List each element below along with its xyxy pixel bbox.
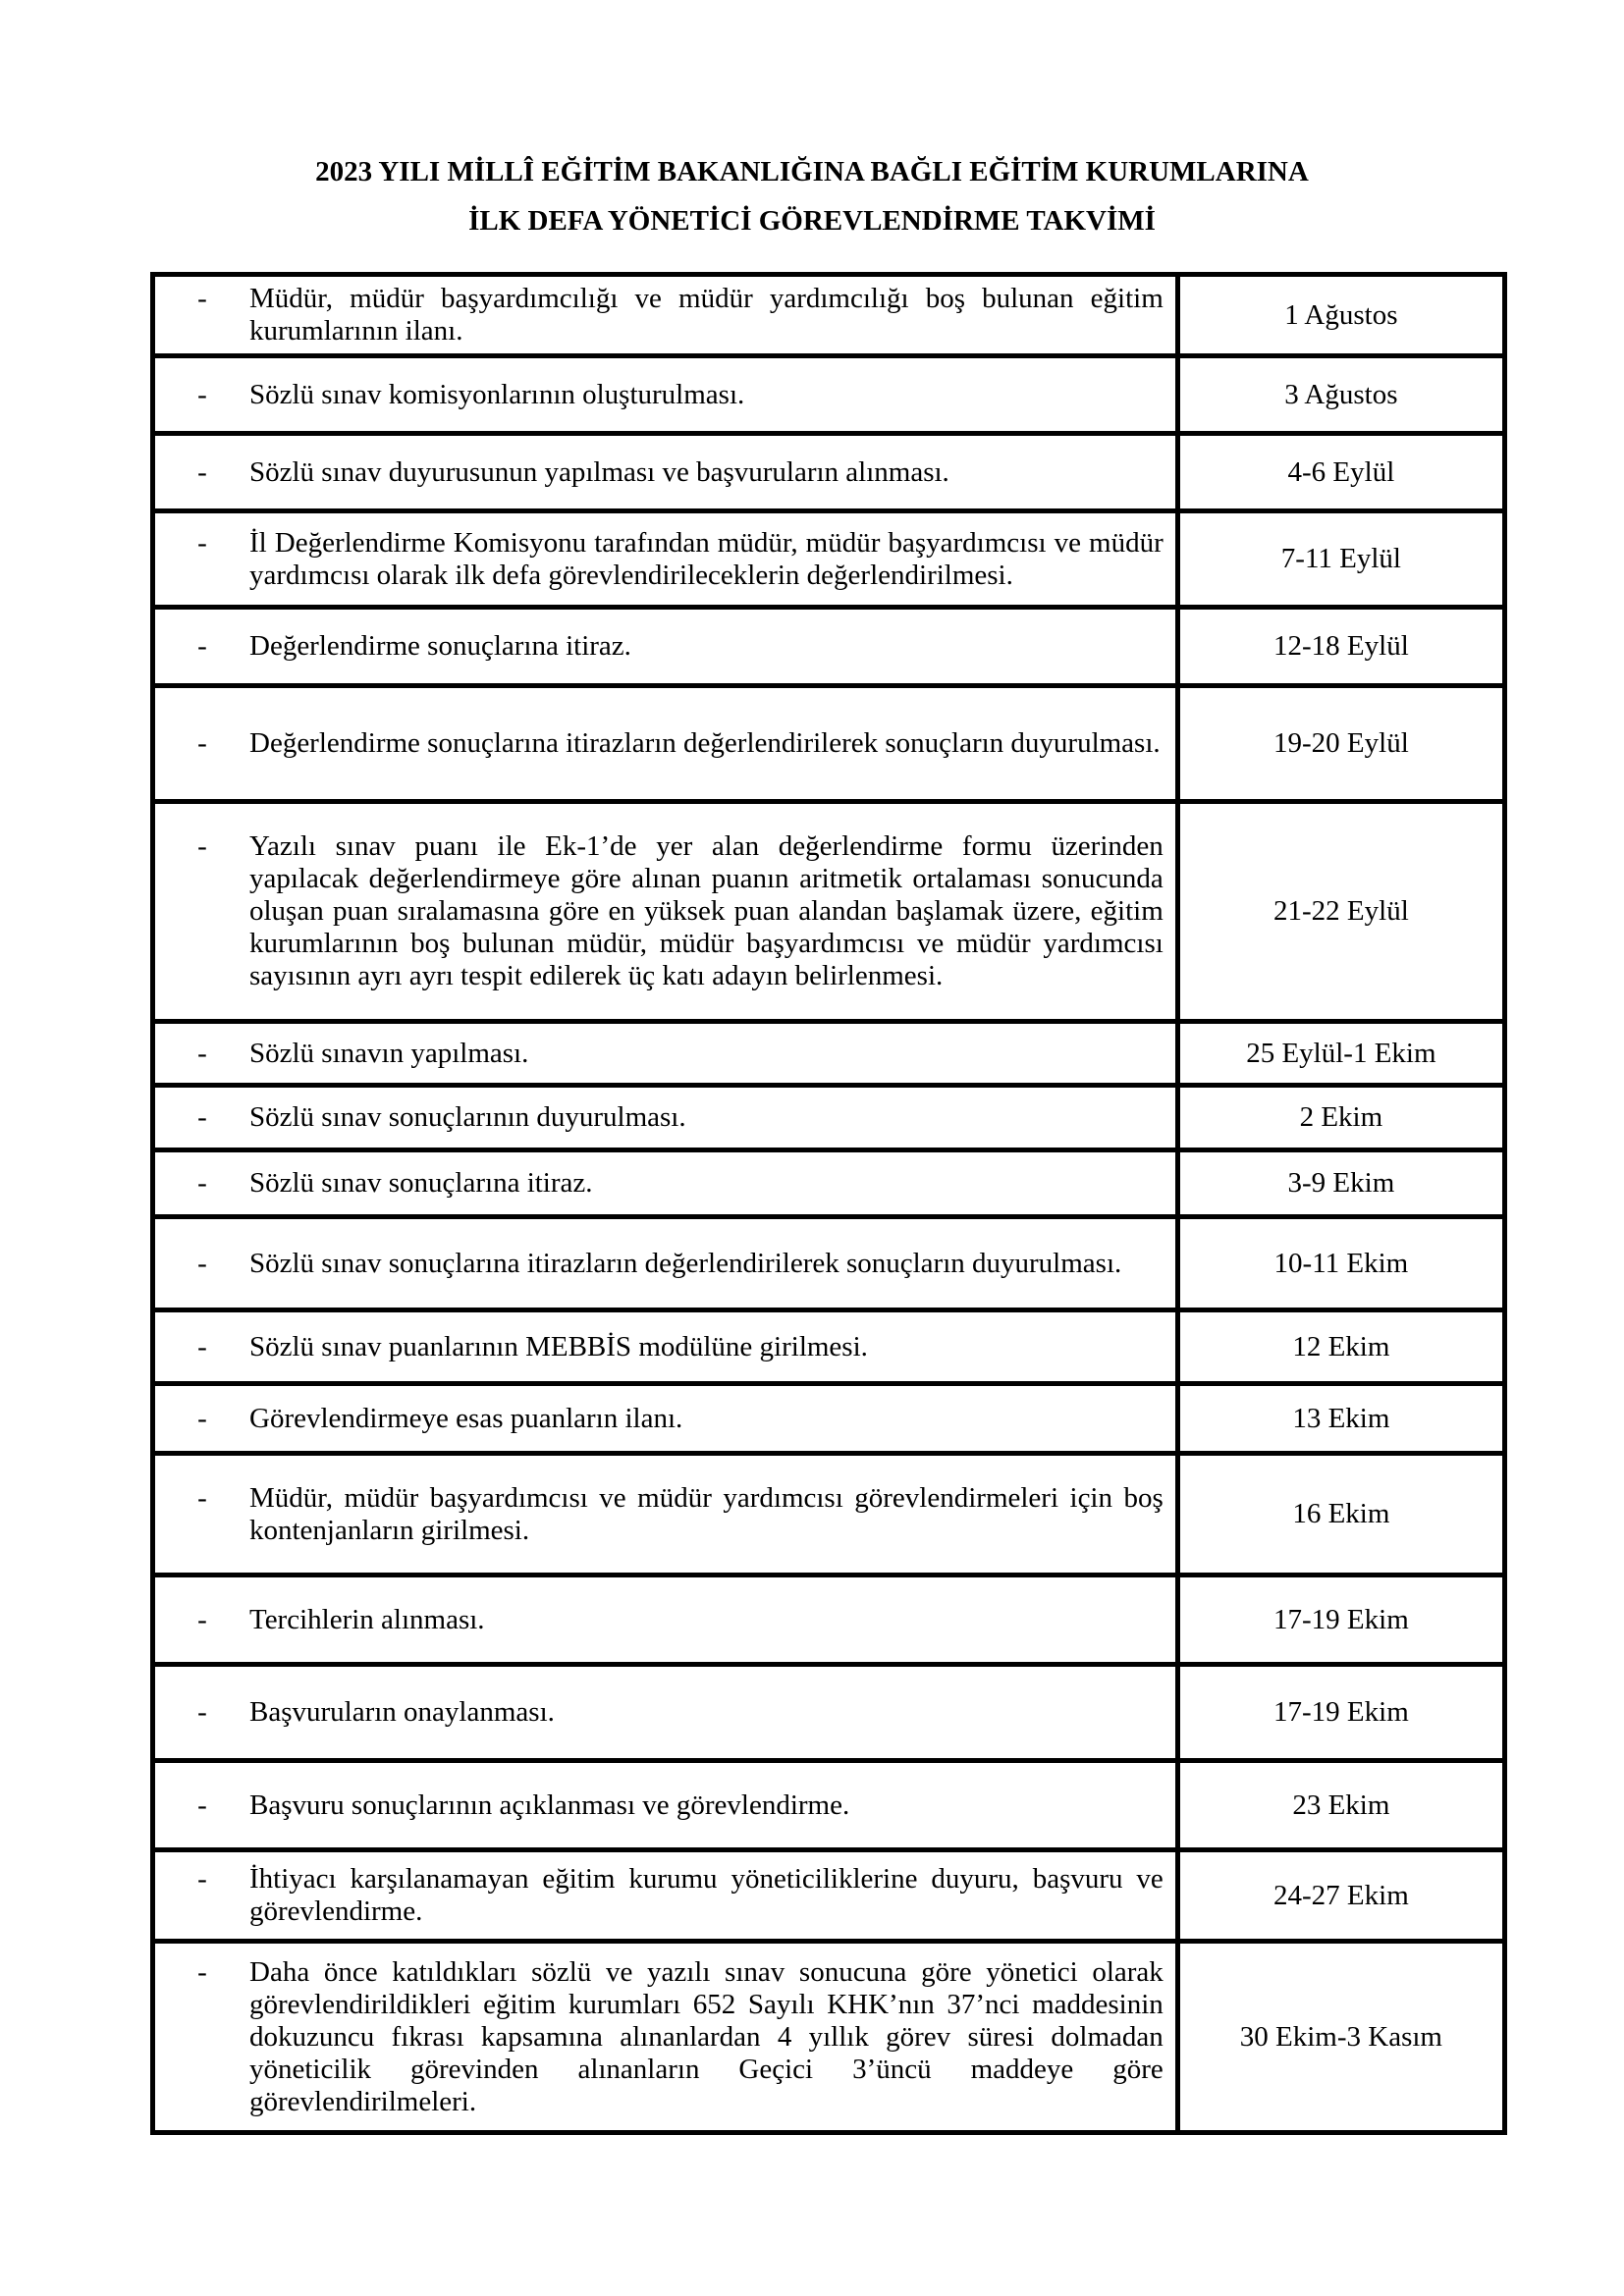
task-text: Görevlendirmeye esas puanların ilanı. xyxy=(249,1402,683,1434)
date-cell: 1 Ağustos xyxy=(1177,275,1504,356)
task-cell xyxy=(153,1217,1178,1310)
table-row xyxy=(153,1761,1505,1850)
task-cell xyxy=(153,608,1178,686)
task-text: Sözlü sınav sonuçlarına itirazların değerlendirilerek sonuçların duyurulması. xyxy=(249,1247,1122,1279)
date-cell: 17-19 Ekim xyxy=(1177,1665,1504,1761)
table-row xyxy=(153,608,1505,686)
date-cell: 17-19 Ekim xyxy=(1177,1575,1504,1665)
task-text: Değerlendirme sonuçlarına itirazların değerlendirilerek sonuçların duyurulması. xyxy=(249,727,1161,759)
task-text: Sözlü sınav duyurusunun yapılması ve başvuruların alınması. xyxy=(249,455,949,488)
table-row xyxy=(153,275,1505,356)
table-row xyxy=(153,1150,1505,1217)
date-cell: 21-22 Eylül xyxy=(1177,802,1504,1022)
task-text: Sözlü sınav sonuçlarına itiraz. xyxy=(249,1167,593,1199)
task-text: İl Değerlendirme Komisyonu tarafından müdür, müdür başyardımcısı ve müdür yardımcısı olarak ilk defa görevlendirileceklerin değerlendirilmesi. xyxy=(249,526,1164,591)
dash-bullet: - xyxy=(197,526,207,559)
task-cell xyxy=(153,1086,1178,1150)
dash-bullet: - xyxy=(197,1101,207,1133)
title-line-2: İLK DEFA YÖNETİCİ GÖREVLENDİRME TAKVİMİ xyxy=(468,205,1156,237)
task-text: Sözlü sınav puanlarının MEBBİS modülüne girilmesi. xyxy=(249,1330,868,1362)
task-cell xyxy=(153,1850,1178,1942)
date-cell: 30 Ekim-3 Kasım xyxy=(1177,1942,1504,2133)
task-cell xyxy=(153,1454,1178,1575)
table-row xyxy=(153,1575,1505,1665)
dash-bullet: - xyxy=(197,830,207,862)
task-text: Müdür, müdür başyardımcılığı ve müdür yardımcılığı boş bulunan eğitim kurumlarının ilanı. xyxy=(249,283,1164,347)
date-cell: 12-18 Eylül xyxy=(1177,608,1504,686)
task-text: Başvuruların onaylanması. xyxy=(249,1696,555,1728)
task-text: Yazılı sınav puanı ile Ek-1’de yer alan değerlendirme formu üzerinden yapılacak değerlendirmeye göre alınan puanın aritmetik ortalaması sonucunda oluşan puan sıralamasına göre en yüksek puan alandan başlamak üzere, eğitim kurumlarının boş bulunan müdür, müdür başyardımcısı ve müdür yardımcısı sayısının ayrı ayrı tespit edilerek üç katı adayın belirlenmesi. xyxy=(249,830,1164,991)
table-row xyxy=(153,686,1505,802)
task-cell xyxy=(153,1575,1178,1665)
task-cell xyxy=(153,356,1178,434)
date-cell: 4-6 Eylül xyxy=(1177,434,1504,511)
table-row xyxy=(153,1086,1505,1150)
dash-bullet: - xyxy=(197,727,207,759)
task-cell xyxy=(153,1942,1178,2133)
task-cell xyxy=(153,275,1178,356)
dash-bullet: - xyxy=(197,1789,207,1821)
table-row xyxy=(153,1022,1505,1086)
table-row xyxy=(153,434,1505,511)
task-cell xyxy=(153,511,1178,608)
task-cell xyxy=(153,1665,1178,1761)
date-cell: 13 Ekim xyxy=(1177,1384,1504,1454)
table-row xyxy=(153,802,1505,1022)
table-row xyxy=(153,511,1505,608)
date-cell: 24-27 Ekim xyxy=(1177,1850,1504,1942)
table-row xyxy=(153,1310,1505,1384)
dash-bullet: - xyxy=(197,1955,207,1988)
dash-bullet: - xyxy=(197,1696,207,1728)
table-row xyxy=(153,1942,1505,2133)
task-text: Daha önce katıldıkları sözlü ve yazılı sınav sonucuna göre yönetici olarak görevlendirildikleri eğitim kurumları 652 Sayılı KHK’nın 37’nci maddesinin dokuzuncu fıkrası kapsamına alınanlardan 4 yıllık görev süresi dolmadan yöneticilik görevinden alınanların Geçici 3’üncü maddeye göre görevlendirilmeleri. xyxy=(249,1955,1164,2117)
dash-bullet: - xyxy=(197,630,207,662)
dash-bullet: - xyxy=(197,1603,207,1635)
task-cell xyxy=(153,1310,1178,1384)
task-text: Başvuru sonuçlarının açıklanması ve görevlendirme. xyxy=(249,1789,850,1821)
task-cell xyxy=(153,1022,1178,1086)
task-cell xyxy=(153,1761,1178,1850)
task-cell xyxy=(153,802,1178,1022)
date-cell: 7-11 Eylül xyxy=(1177,511,1504,608)
table-row xyxy=(153,1454,1505,1575)
date-cell: 23 Ekim xyxy=(1177,1761,1504,1850)
dash-bullet: - xyxy=(197,1863,207,1895)
dash-bullet: - xyxy=(197,378,207,410)
task-text: İhtiyacı karşılanamayan eğitim kurumu yöneticiliklerine duyuru, başvuru ve görevlendirme. xyxy=(249,1863,1164,1927)
date-cell: 3-9 Ekim xyxy=(1177,1150,1504,1217)
date-cell: 2 Ekim xyxy=(1177,1086,1504,1150)
dash-bullet: - xyxy=(197,1481,207,1514)
task-text: Sözlü sınavın yapılması. xyxy=(249,1037,529,1069)
table-row xyxy=(153,1384,1505,1454)
dash-bullet: - xyxy=(197,1330,207,1362)
task-text: Tercihlerin alınması. xyxy=(249,1603,485,1635)
date-cell: 10-11 Ekim xyxy=(1177,1217,1504,1310)
task-text: Sözlü sınav sonuçlarının duyurulması. xyxy=(249,1101,686,1133)
table-row xyxy=(153,1665,1505,1761)
schedule-table xyxy=(150,272,1507,2135)
task-text: Sözlü sınav komisyonlarının oluşturulması. xyxy=(249,378,745,410)
task-text: Müdür, müdür başyardımcısı ve müdür yardımcısı görevlendirmeleri için boş kontenjanların girilmesi. xyxy=(249,1481,1164,1546)
task-text: Değerlendirme sonuçlarına itiraz. xyxy=(249,630,631,662)
task-cell xyxy=(153,1150,1178,1217)
table-row xyxy=(153,356,1505,434)
document-title xyxy=(0,147,1624,245)
dash-bullet: - xyxy=(197,1037,207,1069)
dash-bullet: - xyxy=(197,455,207,488)
date-cell: 3 Ağustos xyxy=(1177,356,1504,434)
date-cell: 12 Ekim xyxy=(1177,1310,1504,1384)
dash-bullet: - xyxy=(197,1402,207,1434)
title-line-1: 2023 YILI MİLLÎ EĞİTİM BAKANLIĞINA BAĞLI EĞİTİM KURUMLARINA xyxy=(315,156,1309,187)
date-cell: 25 Eylül-1 Ekim xyxy=(1177,1022,1504,1086)
task-cell xyxy=(153,434,1178,511)
task-cell xyxy=(153,686,1178,802)
dash-bullet: - xyxy=(197,283,207,314)
date-cell: 19-20 Eylül xyxy=(1177,686,1504,802)
dash-bullet: - xyxy=(197,1167,207,1199)
dash-bullet: - xyxy=(197,1247,207,1279)
task-cell xyxy=(153,1384,1178,1454)
table-row xyxy=(153,1217,1505,1310)
table-row xyxy=(153,1850,1505,1942)
date-cell: 16 Ekim xyxy=(1177,1454,1504,1575)
